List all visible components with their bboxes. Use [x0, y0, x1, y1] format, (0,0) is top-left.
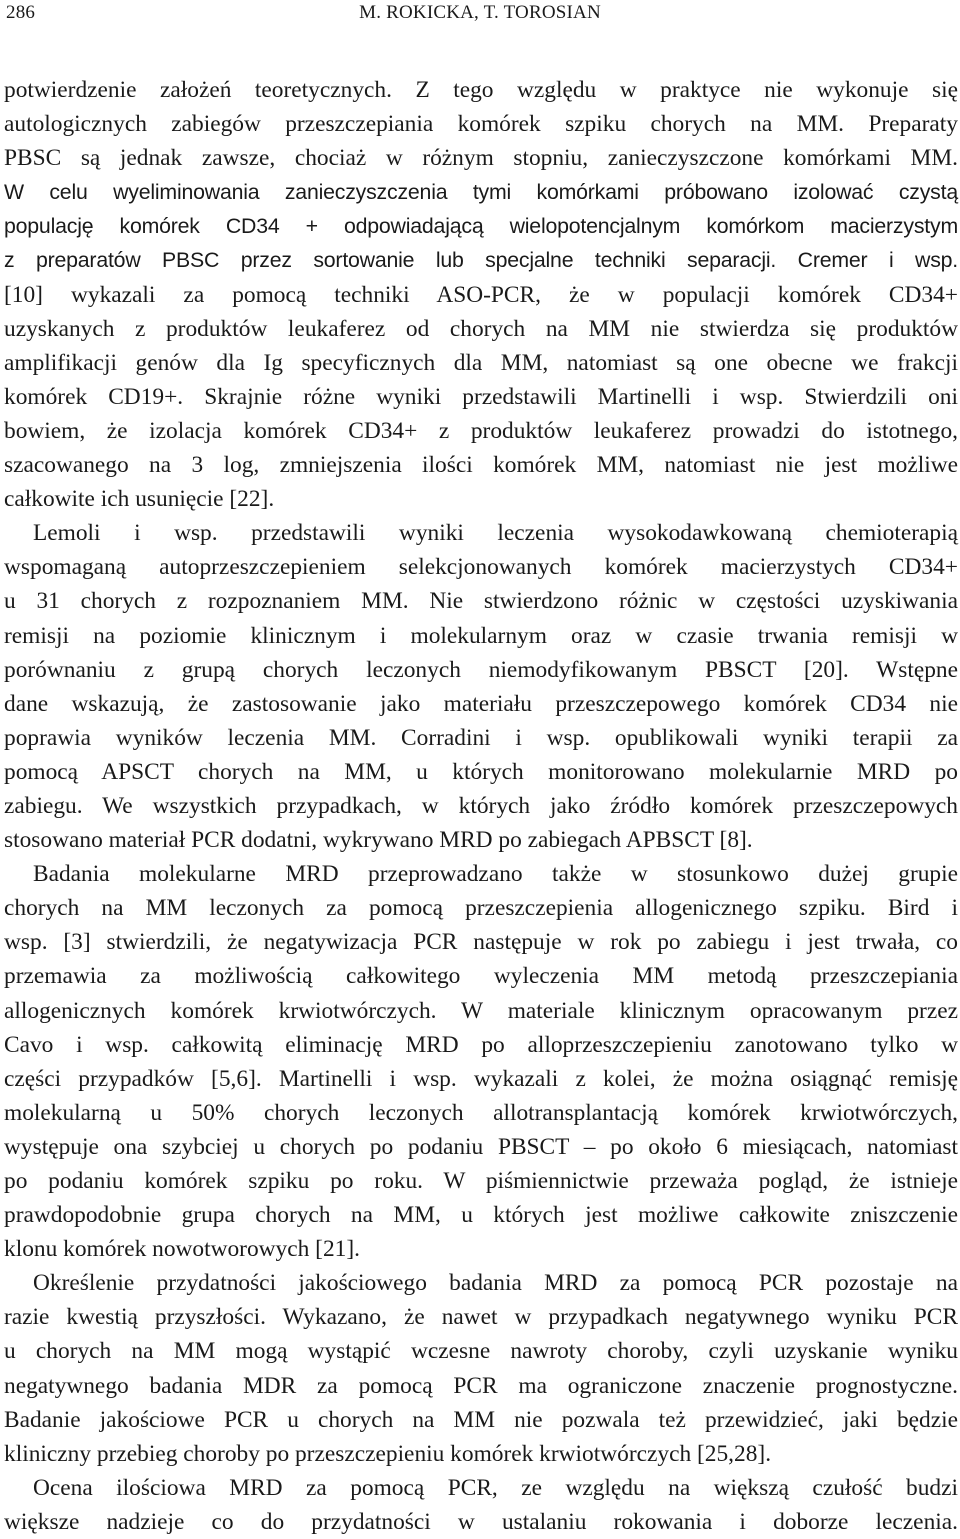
paragraph-line: komórek CD19+. Skrajnie różne wyniki przedstawili Martinelli i wsp. Stwierdzili oni	[4, 383, 958, 410]
page-number: 286	[6, 2, 36, 23]
paragraph-line: chorych na MM leczonych za pomocą przeszczepienia allogenicznego szpiku. Bird i	[4, 895, 958, 922]
paragraph-line: wsp. [3] stwierdzili, że negatywizacja PCR następuje w rok po zabiegu i jest trwała, co	[4, 929, 958, 956]
paragraph-line: molekularną u 50% chorych leczonych allotransplantacją komórek krwiotwórczych,	[4, 1099, 958, 1126]
paragraph-line: Ocena ilościowa MRD za pomocą PCR, ze względu na większą czułość budzi	[33, 1474, 958, 1501]
paragraph-line: z preparatów PBSC przez sortowanie lub specjalne techniki separacji. Cremer i wsp.	[4, 248, 958, 273]
paragraph-line: remisji na poziomie klinicznym i molekularnym oraz w czasie trwania remisji w	[4, 622, 958, 649]
paragraph-line: u chorych na MM mogą wystąpić wczesne nawroty choroby, czyli uzyskanie wyniku	[4, 1338, 958, 1365]
paragraph-line: autologicznych zabiegów przeszczepiania komórek szpiku chorych na MM. Preparaty	[4, 111, 958, 138]
paragraph-line: allogenicznych komórek krwiotwórczych. W materiale klinicznym opracowanym przez	[4, 997, 958, 1024]
paragraph-line: szacowanego na 3 log, zmniejszenia ilości komórek MM, natomiast nie jest możliwe	[4, 452, 958, 479]
running-head: M. ROKICKA, T. TOROSIAN	[359, 2, 601, 23]
paragraph-line: wspomaganą autoprzeszczepieniem selekcjonowanych komórek macierzystych CD34+	[4, 554, 958, 581]
body-text	[4, 73, 958, 1539]
paragraph-line: Badanie jakościowe PCR u chorych na MM nie pozwala też przewidzieć, jaki będzie	[4, 1406, 958, 1433]
paragraph-line: porównaniu z grupą chorych leczonych niemodyfikowanym PBSCT [20]. Wstępne	[4, 656, 958, 683]
paragraph-line: większe nadzieje co do przydatności w ustalaniu rokowania i doborze leczenia.	[4, 1508, 958, 1535]
paragraph-line: u 31 chorych z rozpoznaniem MM. Nie stwierdzono różnic w częstości uzyskiwania	[4, 588, 958, 615]
paragraph-line: zabiegu. We wszystkich przypadkach, w których jako źródło komórek przeszczepowych	[4, 792, 958, 819]
paragraph-line: po podaniu komórek szpiku po roku. W piśmiennictwie przeważa pogląd, że istnieje	[4, 1168, 958, 1194]
paragraph-line: kliniczny przebieg choroby po przeszczepieniu komórek krwiotwórczych [25,28].	[4, 1440, 772, 1467]
paragraph-line: Lemoli i wsp. przedstawili wyniki leczenia wysokodawkowaną chemioterapią	[33, 520, 958, 547]
paragraph-line: razie kwestią przyszłości. Wykazano, że nawet w przypadkach negatywnego wyniku PCR	[4, 1304, 958, 1331]
paragraph-line: uzyskanych z produktów leukaferez od chorych na MM nie stwierdza się produktów	[4, 315, 958, 342]
paragraph-line: PBSC są jednak zawsze, chociaż w różnym stopniu, zanieczyszczone komórkami MM.	[4, 145, 958, 172]
paragraph-line: przemawia za możliwością całkowitego wyleczenia MM metodą przeszczepiania	[4, 963, 958, 990]
paragraph-line: populację komórek CD34 + odpowiadającą wielopotencjalnym komórkom macierzystym	[4, 214, 958, 239]
paragraph-line: części przypadków [5,6]. Martinelli i wsp. wykazali z kolei, że można osiągnąć remisję	[4, 1065, 958, 1092]
paragraph-line: pomocą APSCT chorych na MM, u których monitorowano molekularnie MRD po	[4, 758, 958, 785]
paragraph-line: stosowano materiał PCR dodatni, wykrywano MRD po zabiegach APBSCT [8].	[4, 827, 753, 854]
paragraph-line: poprawia wyników leczenia MM. Corradini i wsp. opublikowali wyniki terapii za	[4, 724, 958, 751]
paragraph-line: W celu wyeliminowania zanieczyszczenia tymi komórkami próbowano izolować czystą	[4, 180, 958, 205]
paragraph-line: bowiem, że izolacja komórek CD34+ z produktów leukaferez prowadzi do istotnego,	[4, 417, 958, 444]
paragraph-line: występuje ona szybciej u chorych po podaniu PBSCT – po około 6 miesiącach, natomiast	[4, 1133, 958, 1160]
paragraph-line: prawdopodobnie grupa chorych na MM, u których jest możliwe całkowite zniszczenie	[4, 1202, 958, 1229]
paragraph-line: całkowite ich usunięcie [22].	[4, 486, 275, 513]
paragraph-line: amplifikacji genów dla Ig specyficznych dla MM, natomiast są one obecne we frakcji	[4, 349, 958, 376]
paragraph-line: klonu komórek nowotworowych [21].	[4, 1236, 360, 1263]
paragraph-line: Cavo i wsp. całkowitą eliminację MRD po alloprzeszczepieniu zanotowano tylko w	[4, 1031, 958, 1058]
page-header	[0, 0, 960, 30]
paragraph-line: dane wskazują, że zastosowanie jako materiału przeszczepowego komórek CD34 nie	[4, 690, 958, 717]
paragraph-line: potwierdzenie założeń teoretycznych. Z tego względu w praktyce nie wykonuje się	[4, 77, 958, 103]
paragraph-line: Badania molekularne MRD przeprowadzano także w stosunkowo dużej grupie	[33, 861, 958, 888]
paragraph-line: negatywnego badania MDR za pomocą PCR ma ograniczone znaczenie prognostyczne.	[4, 1372, 958, 1399]
paragraph-line: [10] wykazali za pomocą techniki ASO-PCR, że w populacji komórek CD34+	[4, 281, 958, 308]
paragraph-line: Określenie przydatności jakościowego badania MRD za pomocą PCR pozostaje na	[33, 1270, 958, 1297]
